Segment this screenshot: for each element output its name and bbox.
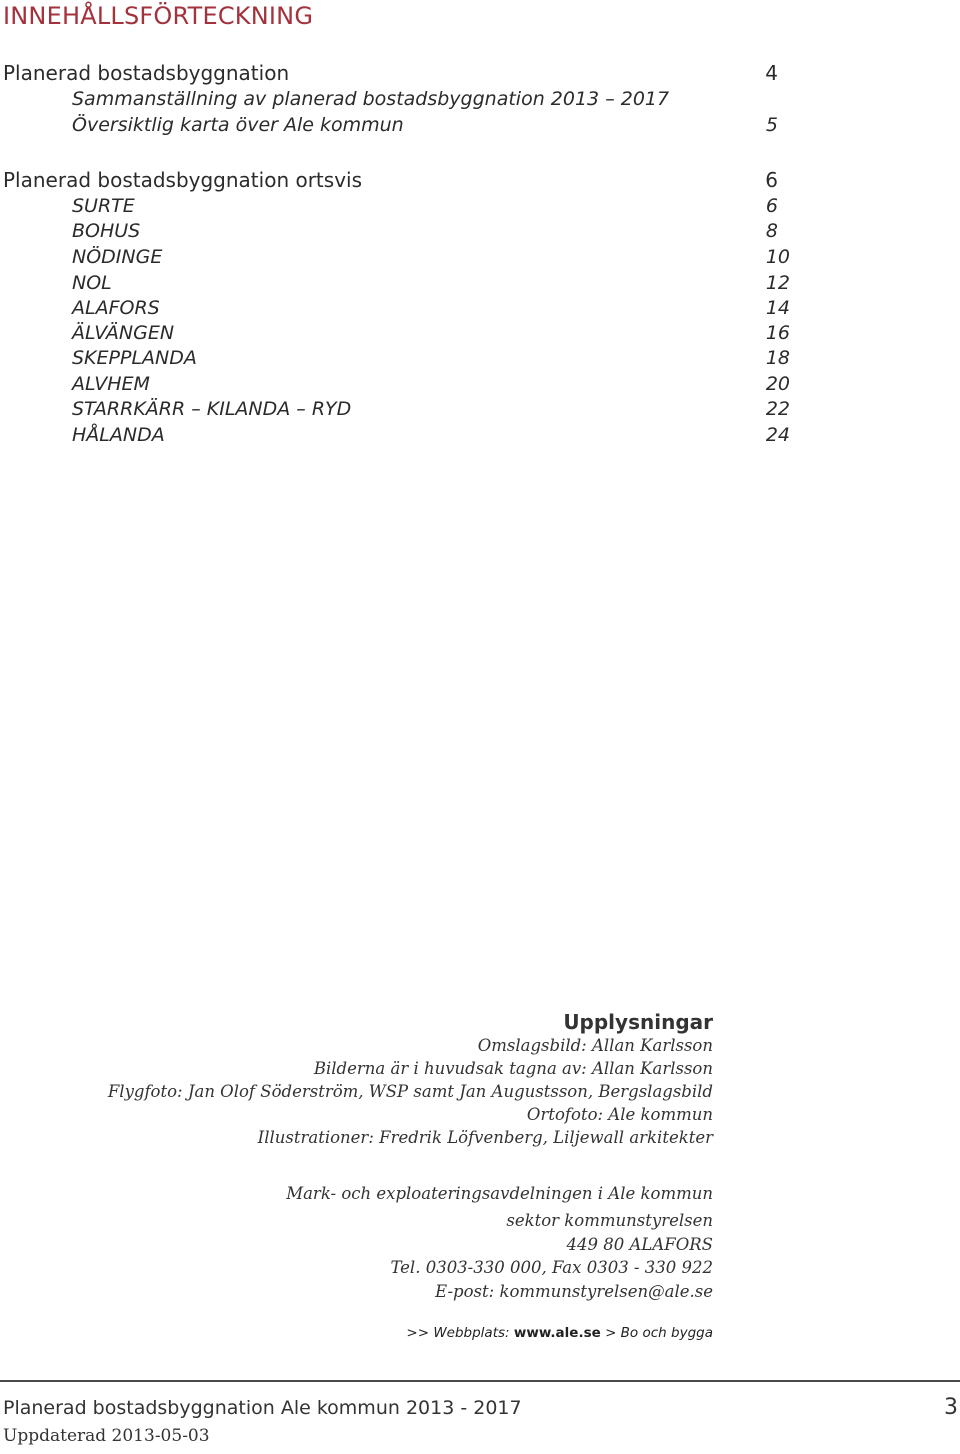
website-line (406, 1325, 713, 1341)
toc-entry-page: 10 (765, 246, 790, 268)
toc-entry-label: ALAFORS (72, 297, 160, 319)
toc-entry-label: HÅLANDA (72, 424, 165, 446)
page-number: 3 (944, 1395, 958, 1420)
toc-entry-page: 20 (765, 373, 790, 395)
toc-entry-page: 6 (765, 168, 778, 192)
toc-entry-page: 8 (765, 220, 778, 242)
footer-title: Planerad bostadsbyggnation Ale kommun 2013 - 2017 (3, 1397, 522, 1419)
toc-entry (0, 114, 790, 140)
toc-entry-page: 18 (765, 347, 790, 369)
toc-entry (0, 168, 790, 194)
toc-entry (0, 61, 790, 87)
toc-entry (0, 297, 790, 323)
toc-entry (0, 347, 790, 373)
page-title: INNEHÅLLSFÖRTECKNING (3, 2, 314, 30)
toc-entry-label: ÄLVÄNGEN (72, 322, 175, 344)
toc-entry-page: 22 (765, 398, 790, 420)
toc-entry-page: 24 (765, 424, 790, 446)
toc-entry-page: 5 (765, 114, 778, 136)
credit-line: Omslagsbild: Allan Karlsson (477, 1036, 713, 1055)
contact-line: 449 80 ALAFORS (566, 1235, 713, 1254)
toc-entry (0, 398, 790, 424)
toc-entry-label: SKEPPLANDA (72, 347, 197, 369)
info-heading: Upplysningar (563, 1010, 713, 1034)
toc-entry (0, 373, 790, 399)
toc-entry-label: ALVHEM (72, 373, 150, 395)
toc-entry-label: STARRKÄRR – KILANDA – RYD (72, 398, 352, 420)
toc-entry-page: 6 (765, 195, 778, 217)
website-suffix: > Bo och bygga (600, 1325, 713, 1341)
toc-entry-label: Sammanställning av planerad bostadsbyggnation 2013 – 2017 (72, 88, 670, 110)
toc-entry-page: 16 (765, 322, 790, 344)
credit-line: Flygfoto: Jan Olof Söderström, WSP samt Jan Augustsson, Bergslagsbild (107, 1082, 713, 1101)
toc-entry (0, 88, 790, 114)
toc-entry-page: 14 (765, 297, 790, 319)
toc-entry-page: 12 (765, 272, 790, 294)
updated-date: Uppdaterad 2013-05-03 (3, 1426, 210, 1446)
website-link[interactable]: www.ale.se (513, 1325, 601, 1341)
toc-entry-page: 4 (765, 61, 778, 85)
website-prefix: >> Webbplats: (406, 1325, 514, 1341)
contact-line: Tel. 0303-330 000, Fax 0303 - 330 922 (390, 1258, 713, 1277)
contact-line: sektor kommunstyrelsen (506, 1211, 713, 1230)
credit-line: Illustrationer: Fredrik Löfvenberg, Liljewall arkitekter (257, 1128, 713, 1147)
footer-divider (0, 1380, 960, 1382)
toc-entry (0, 322, 790, 348)
toc-entry (0, 246, 790, 272)
contact-line: Mark- och exploateringsavdelningen i Ale kommun (286, 1184, 713, 1203)
toc-entry-label: SURTE (72, 195, 135, 217)
toc-entry-label: NOL (72, 272, 112, 294)
contact-line: E-post: kommunstyrelsen@ale.se (435, 1282, 713, 1301)
toc-entry (0, 424, 790, 450)
toc-entry-label: Planerad bostadsbyggnation ortsvis (3, 168, 363, 192)
toc-entry (0, 272, 790, 298)
toc-entry (0, 220, 790, 246)
toc-entry-label: Planerad bostadsbyggnation (3, 61, 290, 85)
toc-entry (0, 195, 790, 221)
toc-entry-label: Översiktlig karta över Ale kommun (72, 114, 404, 136)
credit-line: Ortofoto: Ale kommun (526, 1105, 713, 1124)
credit-line: Bilderna är i huvudsak tagna av: Allan Karlsson (313, 1059, 713, 1078)
toc-entry-label: BOHUS (72, 220, 141, 242)
toc-entry-label: NÖDINGE (72, 246, 163, 268)
